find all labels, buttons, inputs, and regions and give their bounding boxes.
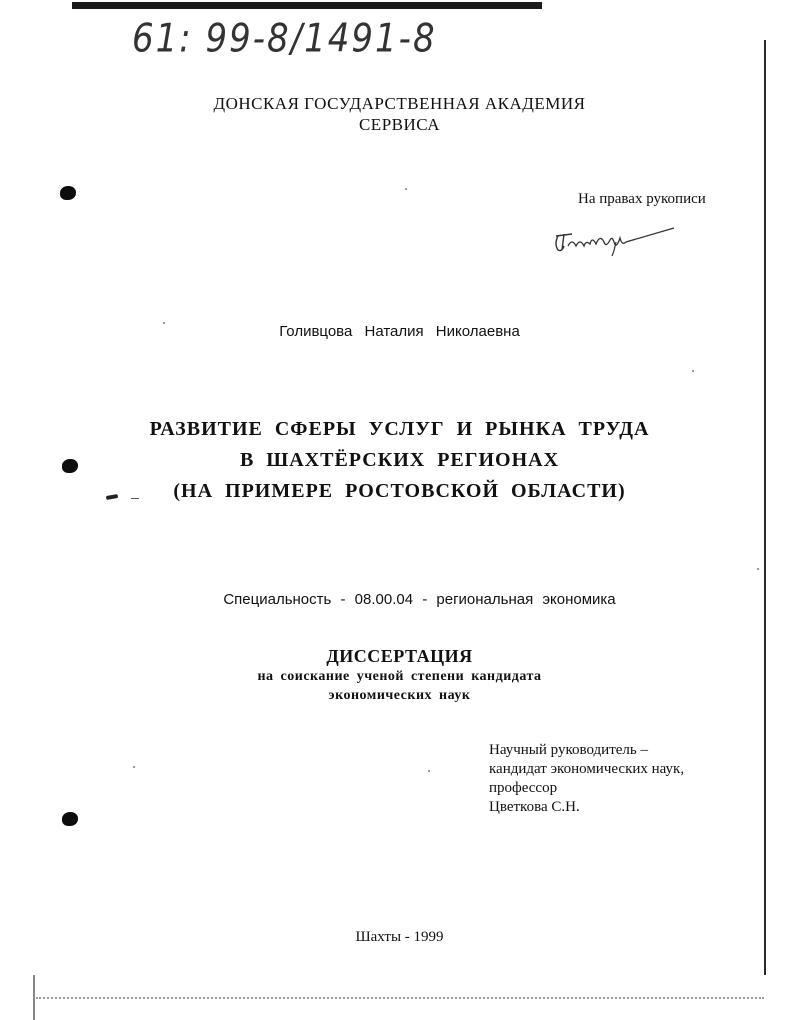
advisor-line: профессор [489, 780, 558, 796]
scan-speck [405, 188, 407, 190]
title-line: В ШАХТЁРСКИХ РЕГИОНАХ [239, 449, 560, 471]
handwritten-signature [550, 222, 680, 258]
scan-bottom-edge [36, 997, 764, 999]
advisor-line: Цветкова С.Н. [489, 799, 580, 815]
specialty: Специальность - 08.00.04 - региональная экономика [223, 591, 616, 608]
institution-name [0, 93, 799, 135]
title-line: (НА ПРИМЕРЕ РОСТОВСКОЙ ОБЛАСТИ) [173, 480, 626, 502]
manuscript-rights: На правах рукописи [578, 191, 706, 207]
degree-line: на соискание ученой степени кандидата [257, 669, 542, 684]
degree-description [0, 667, 799, 705]
institution-line: СЕРВИСА [358, 115, 441, 134]
scan-speck [133, 766, 135, 768]
author-name: Голивцова Наталия Николаевна [279, 323, 520, 340]
scientific-advisor [489, 741, 684, 817]
scan-speck [692, 370, 694, 372]
city-year: Шахты - 1999 [355, 929, 444, 945]
inventory-number: 61: 99-8/1491-8 [132, 16, 437, 62]
degree-line: экономических наук [328, 688, 471, 703]
scan-speck [428, 770, 430, 772]
advisor-line: кандидат экономических наук, [489, 761, 685, 777]
scan-right-edge [764, 40, 766, 975]
advisor-line: Научный руководитель – [489, 742, 648, 758]
scan-left-edge [33, 975, 35, 1020]
institution-line: ДОНСКАЯ ГОСУДАРСТВЕННАЯ АКАДЕМИЯ [213, 94, 586, 113]
punch-hole [60, 186, 76, 200]
title-line: РАЗВИТИЕ СФЕРЫ УСЛУГ И РЫНКА ТРУДА [149, 418, 650, 440]
scan-speck [757, 568, 759, 570]
scan-top-bar [72, 2, 542, 9]
dissertation-heading: ДИССЕРТАЦИЯ [326, 646, 473, 666]
punch-hole [62, 812, 78, 826]
dissertation-title [0, 414, 799, 507]
